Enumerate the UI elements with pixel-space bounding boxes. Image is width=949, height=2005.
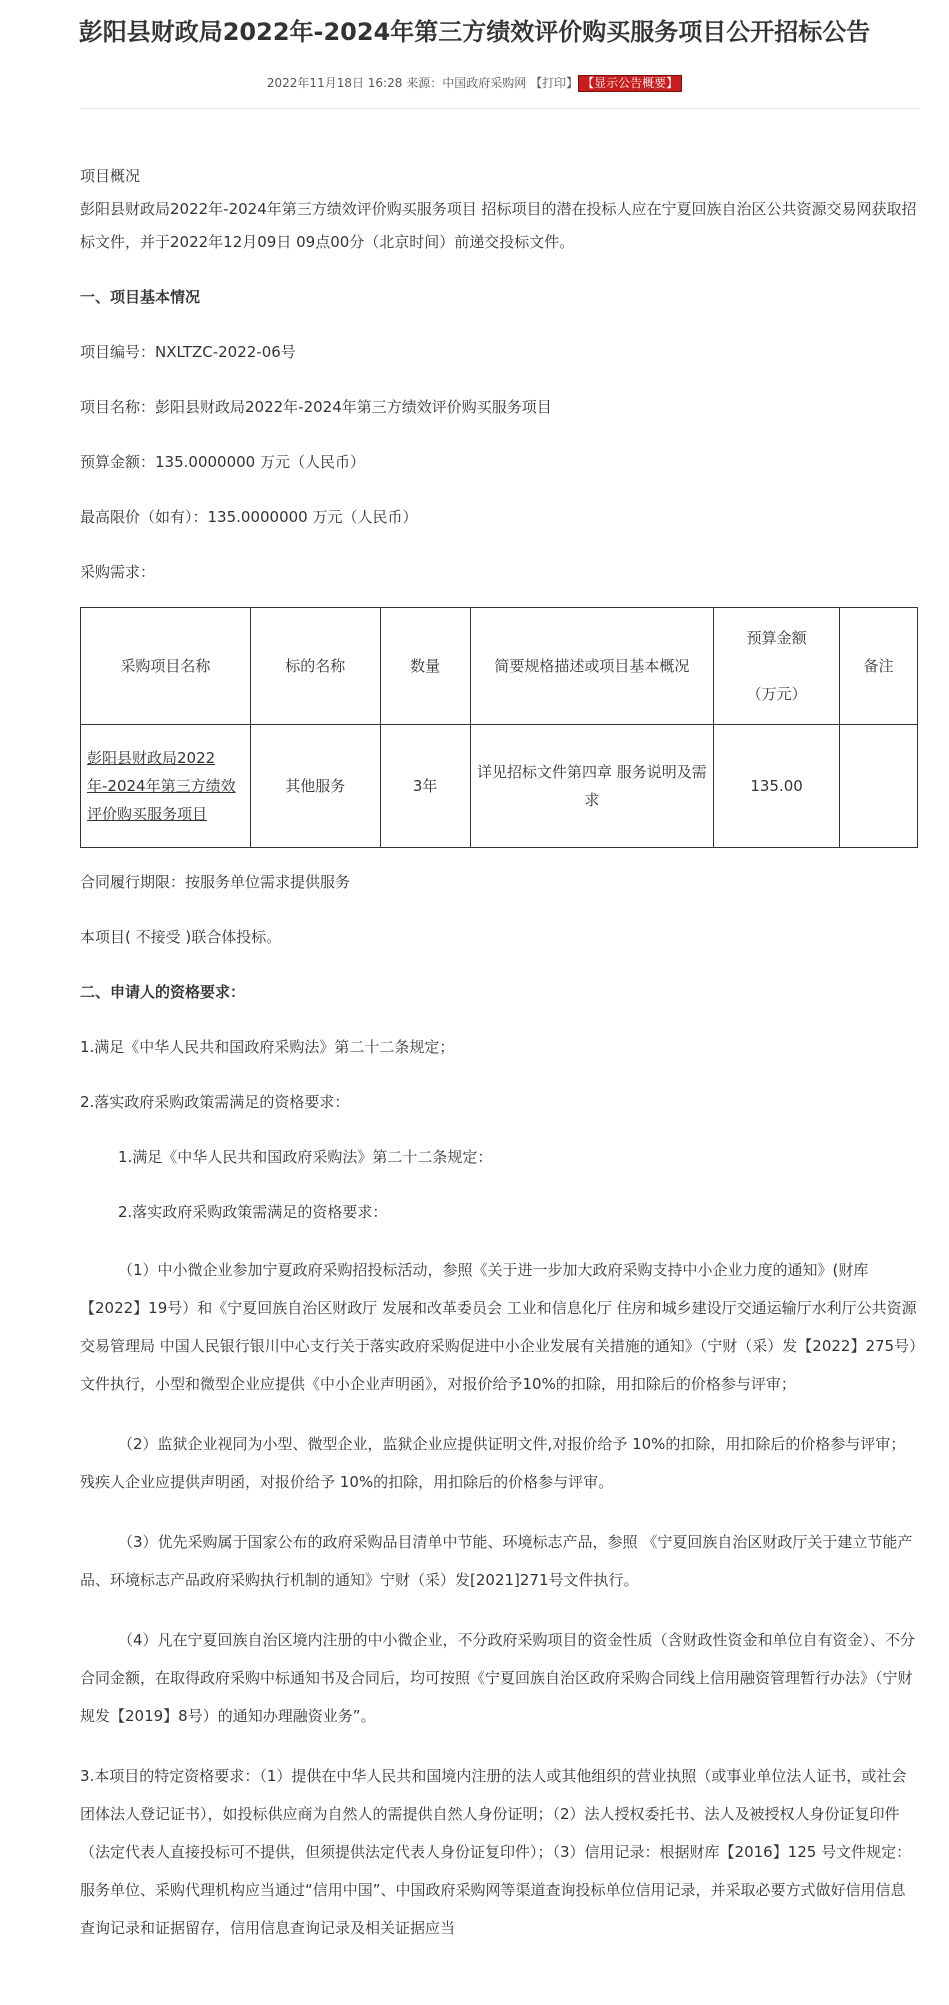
project-number: 项目编号：NXLTZC-2022-06号 — [80, 343, 296, 361]
header-desc: 简要规格描述或项目基本概况 — [470, 608, 714, 725]
print-link[interactable]: 【打印】 — [530, 76, 579, 90]
policy-para-4: （4）凡在宁夏回族自治区境内注册的中小微企业，不分政府采购项目的资金性质（含财政性资金和单位自有资金）、不分合同金额，在取得政府采购中标通知书及合同后，均可按照《宁夏回族自治区政府采购合同线上信用融资管理暂行办法》（宁财规发【2019】8号）的通知办理融资业务”。 — [80, 1631, 916, 1725]
header-item: 采购项目名称 — [81, 608, 251, 725]
page-title: 彭阳县财政局2022年-2024年第三方绩效评价购买服务项目公开招标公告 — [78, 18, 871, 46]
article-meta — [0, 74, 949, 92]
budget-amount: 预算金额：135.0000000 万元（人民币） — [80, 453, 365, 471]
contract-term: 合同履行期限：按服务单位需求提供服务 — [80, 873, 351, 891]
cell-subject: 其他服务 — [250, 725, 380, 848]
policy-para-2: （2）监狱企业视同为小型、微型企业，监狱企业应提供证明文件,对报价给予 10%的扣除，用扣除后的价格参与评审；残疾人企业应提供声明函，对报价给予 10%的扣除，用扣除后的价格参与评审。 — [80, 1435, 906, 1491]
project-link[interactable]: 彭阳县财政局2022年-2024年第三方绩效评价购买服务项目 — [87, 749, 236, 823]
cell-qty: 3年 — [380, 725, 470, 848]
consortium-note: 本项目( 不接受 )联合体投标。 — [80, 928, 282, 946]
project-name: 项目名称：彭阳县财政局2022年-2024年第三方绩效评价购买服务项目 — [80, 398, 552, 416]
cell-budget: 135.00 — [714, 725, 840, 848]
qual-item-1: 1.满足《中华人民共和国政府采购法》第二十二条规定； — [80, 1038, 455, 1056]
qual-sub-1: 1.满足《中华人民共和国政府采购法》第二十二条规定： — [118, 1148, 493, 1166]
policy-para-1: （1）中小微企业参加宁夏政府采购招投标活动，参照《关于进一步加大政府采购支持中小企业力度的通知》(财库【2022】19号）和《宁夏回族自治区财政厅 发展和改革委员会 工业和信息化厅 住房和城乡建设厅交通运输厅水利厅公共资源交易管理局 中国人民银行银川中心支行关于落实政府采购促进中小企业发展有关措施的通知》（宁财（采）发【2022】275号）文件执行，小型和微型企业应提供《中小企业声明函》，对报价给予10%的扣除，用扣除后的价格参与评审； — [80, 1261, 917, 1393]
qual-item-3: 3.本项目的特定资格要求：（1）提供在中华人民共和国境内注册的法人或其他组织的营业执照（或事业单位法人证书，或社会团体法人登记证书），如投标供应商为自然人的需提供自然人身份证明；（2）法人授权委托书、法人及被授权人身份证复印件（法定代表人直接投标可不提供，但须提供法定代表人身份证复印件）；（3）信用记录：根据财库【2016】125 号文件规定：服务单位、采购代理机构应当通过“信用中国”、中国政府采购网等渠道查询投标单位信用记录，并采取必要方式做好信用信息查询记录和证据留存，信用信息查询记录及相关证据应当 — [80, 1767, 912, 1937]
header-qty: 数量 — [380, 608, 470, 725]
header-budget-line2: （万元） — [746, 685, 807, 703]
table-header-row — [81, 608, 918, 725]
requirement-table — [80, 607, 918, 848]
qual-item-2: 2.落实政府采购政策需满足的资格要求： — [80, 1093, 350, 1111]
max-price: 最高限价（如有）：135.0000000 万元（人民币） — [80, 508, 418, 526]
show-summary-button[interactable]: 【显示公告概要】 — [578, 75, 682, 92]
overview-text: 彭阳县财政局2022年-2024年第三方绩效评价购买服务项目 招标项目的潜在投标人应在宁夏回族自治区公共资源交易网获取招标文件，并于2022年12月09日 09点00分（北京时间）前递交投标文件。 — [80, 200, 917, 251]
publish-date: 2022年11月18日 16:28 — [266, 76, 403, 90]
source-label: 来源： — [406, 76, 443, 90]
header-budget-line1: 预算金额 — [746, 629, 807, 647]
source-name: 中国政府采购网 — [442, 76, 527, 90]
section1-heading: 一、项目基本情况 — [80, 288, 201, 306]
qual-sub-2: 2.落实政府采购政策需满足的资格要求： — [118, 1203, 388, 1221]
cell-desc: 详见招标文件第四章 服务说明及需求 — [470, 725, 714, 848]
header-subject: 标的名称 — [250, 608, 380, 725]
section2-heading: 二、申请人的资格要求： — [80, 983, 246, 1001]
overview-heading: 项目概况 — [80, 167, 141, 185]
requirement-label: 采购需求： — [80, 563, 156, 581]
header-remark: 备注 — [840, 608, 918, 725]
table-row — [81, 725, 918, 848]
policy-para-3: （3）优先采购属于国家公布的政府采购品目清单中节能、环境标志产品，参照 《宁夏回族自治区财政厅关于建立节能产品、环境标志产品政府采购执行机制的通知》宁财（采）发[2021]271号文件执行。 — [80, 1533, 913, 1589]
header-budget — [714, 608, 840, 725]
title-divider — [80, 108, 920, 109]
cell-remark — [840, 725, 918, 848]
article-body — [80, 160, 920, 1947]
